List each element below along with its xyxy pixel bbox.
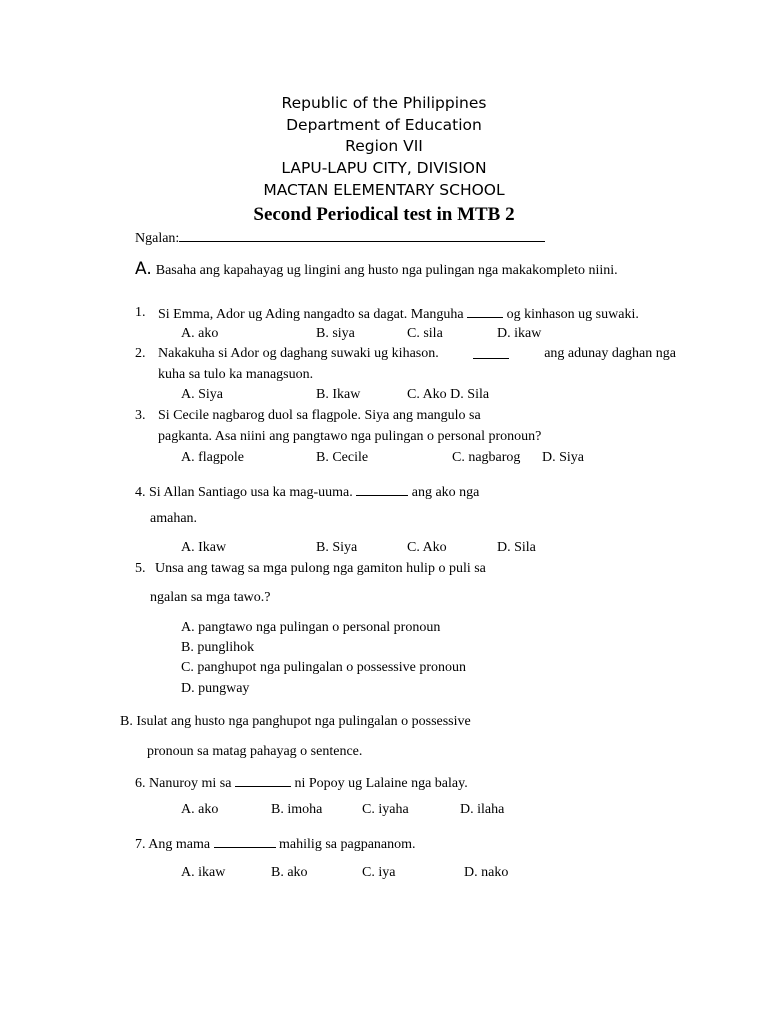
- q4-option-a[interactable]: A. Ikaw: [181, 540, 227, 555]
- q4-option-c[interactable]: C. Ako: [407, 540, 447, 555]
- q3-number: 3.: [135, 408, 146, 423]
- name-label: Ngalan:: [135, 231, 180, 246]
- q3-text: Si Cecile nagbarog duol sa flagpole. Siya ang mangulo sa: [158, 408, 481, 423]
- q2-number: 2.: [135, 346, 146, 361]
- q2-text: Nakakuha si Ador og daghang suwaki ug kihason. ang adunay daghan nga: [158, 346, 676, 361]
- q6-option-d[interactable]: D. ilaha: [460, 802, 505, 817]
- q2-option-a[interactable]: A. Siya: [181, 387, 223, 402]
- q1-number: 1.: [135, 305, 146, 320]
- q3-option-b[interactable]: B. Cecile: [316, 450, 369, 465]
- q7-blank[interactable]: [214, 835, 276, 848]
- q5-option-a[interactable]: A. pangtawo nga pulingan o personal pronoun: [181, 620, 441, 635]
- q3-option-a[interactable]: A. flagpole: [181, 450, 244, 465]
- q1-option-a[interactable]: A. ako: [181, 326, 219, 341]
- q6-option-c[interactable]: C. iyaha: [362, 802, 409, 817]
- q1-option-d[interactable]: D. ikaw: [497, 326, 542, 341]
- q6-option-a[interactable]: A. ako: [181, 802, 219, 817]
- q3-option-c[interactable]: C. nagbarog: [452, 450, 521, 465]
- name-row: [135, 229, 545, 247]
- q5-text-line2: ngalan sa mga tawo.?: [150, 590, 271, 605]
- q2-blank[interactable]: [473, 346, 509, 359]
- name-blank[interactable]: [179, 229, 545, 242]
- q3-text-line2: pagkanta. Asa niini ang pangtawo nga pulingan o personal pronoun?: [158, 429, 542, 444]
- section-b-instruction: B. Isulat ang husto nga panghupot nga pulingalan o possessive: [120, 714, 471, 729]
- q7-text: 7. Ang mama mahilig sa pagpananom.: [135, 837, 416, 852]
- q5-option-c[interactable]: C. panghupot nga pulingalan o possessive pronoun: [181, 660, 467, 675]
- test-title: Second Periodical test in MTB 2: [253, 204, 515, 225]
- section-a-text: Basaha ang kapahayag ug lingini ang husto nga pulingan nga makakompleto niini.: [155, 263, 618, 278]
- q7-option-d[interactable]: D. nako: [464, 865, 509, 880]
- q4-text: 4. Si Allan Santiago usa ka mag-uuma. ang ako nga: [135, 485, 480, 500]
- header-region: Region VII: [345, 137, 423, 155]
- q5-option-b[interactable]: B. punglihok: [181, 640, 255, 655]
- q4-text-line2: amahan.: [150, 511, 198, 526]
- q7-option-c[interactable]: C. iya: [362, 865, 396, 880]
- section-a-instruction: [135, 259, 618, 279]
- q5-option-d[interactable]: D. pungway: [181, 681, 250, 696]
- q2-text-line2: kuha sa tulo ka managsuon.: [158, 367, 314, 382]
- q6-text: 6. Nanuroy mi sa ni Popoy ug Lalaine nga balay.: [135, 776, 468, 791]
- q7-option-b[interactable]: B. ako: [271, 865, 308, 880]
- q4-option-d[interactable]: D. Sila: [497, 540, 536, 555]
- header-school: MACTAN ELEMENTARY SCHOOL: [263, 181, 505, 199]
- q6-blank[interactable]: [235, 774, 291, 787]
- section-a-letter: A.: [135, 259, 152, 279]
- q4-option-b[interactable]: B. Siya: [316, 540, 358, 555]
- q1-option-b[interactable]: B. siya: [316, 326, 355, 341]
- q7-option-a[interactable]: A. ikaw: [181, 865, 226, 880]
- q2-option-b[interactable]: B. Ikaw: [316, 387, 361, 402]
- q4-blank[interactable]: [356, 483, 408, 496]
- section-b-instruction-line2: pronoun sa matag pahayag o sentence.: [147, 744, 363, 759]
- q3-option-d[interactable]: D. Siya: [542, 450, 584, 465]
- q5-text: Unsa ang tawag sa mga pulong nga gamiton hulip o puli sa: [155, 561, 486, 576]
- header-department: Department of Education: [286, 116, 482, 134]
- header-division: LAPU-LAPU CITY, DIVISION: [281, 159, 487, 177]
- q1-text: Si Emma, Ador ug Ading nangadto sa dagat. Manguha og kinhason ug suwaki.: [158, 307, 639, 322]
- header-republic: Republic of the Philippines: [281, 94, 487, 112]
- q1-option-c[interactable]: C. sila: [407, 326, 443, 341]
- q1-blank[interactable]: [467, 305, 503, 318]
- q6-option-b[interactable]: B. imoha: [271, 802, 323, 817]
- q2-option-cd[interactable]: C. Ako D. Sila: [407, 387, 490, 402]
- q5-number: 5.: [135, 561, 146, 576]
